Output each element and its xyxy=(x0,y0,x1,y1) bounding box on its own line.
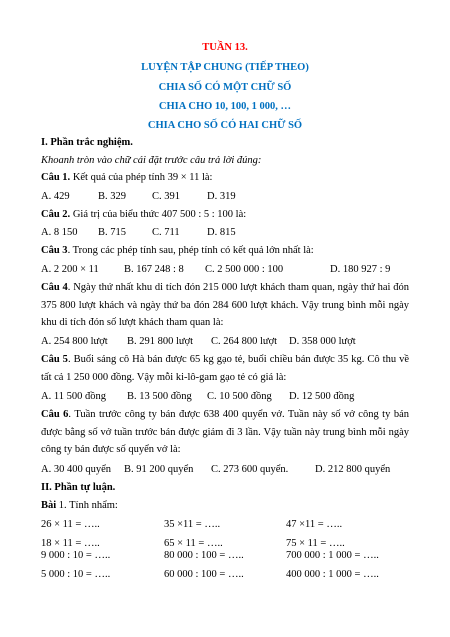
q2-option-c[interactable]: C. 711 xyxy=(152,227,180,238)
q3-option-b[interactable]: B. 167 248 : 8 xyxy=(124,264,184,275)
exercise-cell[interactable]: 400 000 : 1 000 = ….. xyxy=(286,569,379,580)
question-3 xyxy=(41,244,314,257)
q4-option-a[interactable]: A. 254 800 lượt xyxy=(41,336,108,347)
exercise-cell[interactable]: 26 × 11 = ….. xyxy=(41,519,100,530)
q5-option-c[interactable]: C. 10 500 đồng xyxy=(207,391,272,402)
bai-1-text: 1. Tính nhẩm: xyxy=(56,500,118,511)
title-line-3: CHIA CHO 10, 100, 1 000, … xyxy=(158,101,292,112)
week-heading: TUẦN 13. xyxy=(202,42,248,53)
question-2 xyxy=(41,208,246,221)
q1-option-a[interactable]: A. 429 xyxy=(41,191,70,202)
q5-option-a[interactable]: A. 11 500 đồng xyxy=(41,391,106,402)
question-6-label: Câu 6 xyxy=(41,409,69,420)
q6-option-c[interactable]: C. 273 600 quyển. xyxy=(211,464,289,475)
title-line-1: LUYỆN TẬP CHUNG (TIẾP THEO) xyxy=(141,62,309,73)
q2-option-a[interactable]: A. 8 150 xyxy=(41,227,78,238)
bai-1-heading xyxy=(41,499,118,512)
q4-option-c[interactable]: C. 264 800 lượt xyxy=(211,336,278,347)
q6-option-b[interactable]: B. 91 200 quyển xyxy=(124,464,194,475)
q1-option-b[interactable]: B. 329 xyxy=(98,191,127,202)
question-6-text: . Tuần trước công ty bán được 638 400 quyển vở. Tuần này số vở công ty bán được bằng số vở tuần trước bán được giảm đi 3 lần. Vậy tuần này trung bình mỗi ngày công ty bán được số quyển vở là: xyxy=(41,409,409,455)
q1-option-d[interactable]: D. 319 xyxy=(207,191,236,202)
q5-option-b[interactable]: B. 13 500 đồng xyxy=(127,391,192,402)
q2-option-d[interactable]: D. 815 xyxy=(207,227,236,238)
q6-option-d[interactable]: D. 212 800 quyển xyxy=(315,464,391,475)
exercise-cell[interactable]: 700 000 : 1 000 = ….. xyxy=(286,550,379,561)
question-3-label: Câu 3 xyxy=(41,245,68,256)
part1-instruction: Khoanh tròn vào chữ cái đặt trước câu trả lời đúng: xyxy=(41,155,262,166)
question-1-text: Kết quả của phép tính 39 × 11 là: xyxy=(70,172,213,183)
question-2-label: Câu 2. xyxy=(41,209,71,220)
part1-heading: I. Phần trắc nghiệm. xyxy=(41,137,133,148)
question-5-text: . Buổi sáng cô Hà bán được 65 kg gạo tẻ, buổi chiều bán được 35 kg. Cô thu về tất cả 1 250 000 đồng. Vậy mỗi ki-lô-gam gạo tẻ có giá là: xyxy=(41,354,409,383)
exercise-cell[interactable]: 47 ×11 = ….. xyxy=(286,519,343,530)
question-5 xyxy=(41,351,409,387)
question-2-text: Giá trị của biểu thức 407 500 : 5 : 100 là: xyxy=(70,209,247,220)
exercise-cell[interactable]: 9 000 : 10 = ….. xyxy=(41,550,111,561)
question-4-text: . Ngày thứ nhất khu di tích đón 215 000 lượt khách tham quan, ngày thứ hai đón 375 800 lượt khách và ngày thứ ba đón 284 600 lượt khách. Vậy trung bình mỗi ngày khu di tích đón số lượt khách tham quan là: xyxy=(41,282,409,328)
q5-option-d[interactable]: D. 12 500 đồng xyxy=(289,391,355,402)
exercise-cell[interactable]: 5 000 : 10 = ….. xyxy=(41,569,111,580)
exercise-cell[interactable]: 75 × 11 = ….. xyxy=(286,538,345,549)
q2-option-b[interactable]: B. 715 xyxy=(98,227,127,238)
exercise-cell[interactable]: 35 ×11 = ….. xyxy=(164,519,221,530)
q3-option-c[interactable]: C. 2 500 000 : 100 xyxy=(205,264,284,275)
q4-option-b[interactable]: B. 291 800 lượt xyxy=(127,336,194,347)
title-line-4: CHIA CHO SỐ CÓ HAI CHỮ SỐ xyxy=(147,120,303,131)
exercise-cell[interactable]: 80 000 : 100 = ….. xyxy=(164,550,244,561)
q6-option-a[interactable]: A. 30 400 quyển xyxy=(41,464,111,475)
q3-option-a[interactable]: A. 2 200 × 11 xyxy=(41,264,99,275)
exercise-cell[interactable]: 18 × 11 = ….. xyxy=(41,538,100,549)
question-1-label: Câu 1. xyxy=(41,172,71,183)
exercise-cell[interactable]: 60 000 : 100 = ….. xyxy=(164,569,244,580)
part2-heading: II. Phần tự luận. xyxy=(41,482,116,493)
q1-option-c[interactable]: C. 391 xyxy=(152,191,181,202)
bai-1-label: Bài xyxy=(41,500,57,511)
question-4 xyxy=(41,279,409,333)
exercise-cell[interactable]: 65 × 11 = ….. xyxy=(164,538,223,549)
question-1 xyxy=(41,171,212,184)
question-5-label: Câu 5 xyxy=(41,354,68,365)
question-6 xyxy=(41,406,409,460)
q3-option-d[interactable]: D. 180 927 : 9 xyxy=(330,264,391,275)
title-line-2: CHIA SỐ CÓ MỘT CHỮ SỐ xyxy=(158,82,292,93)
question-4-label: Câu 4 xyxy=(41,282,68,293)
question-3-text: . Trong các phép tính sau, phép tính có kết quả lớn nhất là: xyxy=(67,245,314,256)
q4-option-d[interactable]: D. 358 000 lượt xyxy=(289,336,356,347)
